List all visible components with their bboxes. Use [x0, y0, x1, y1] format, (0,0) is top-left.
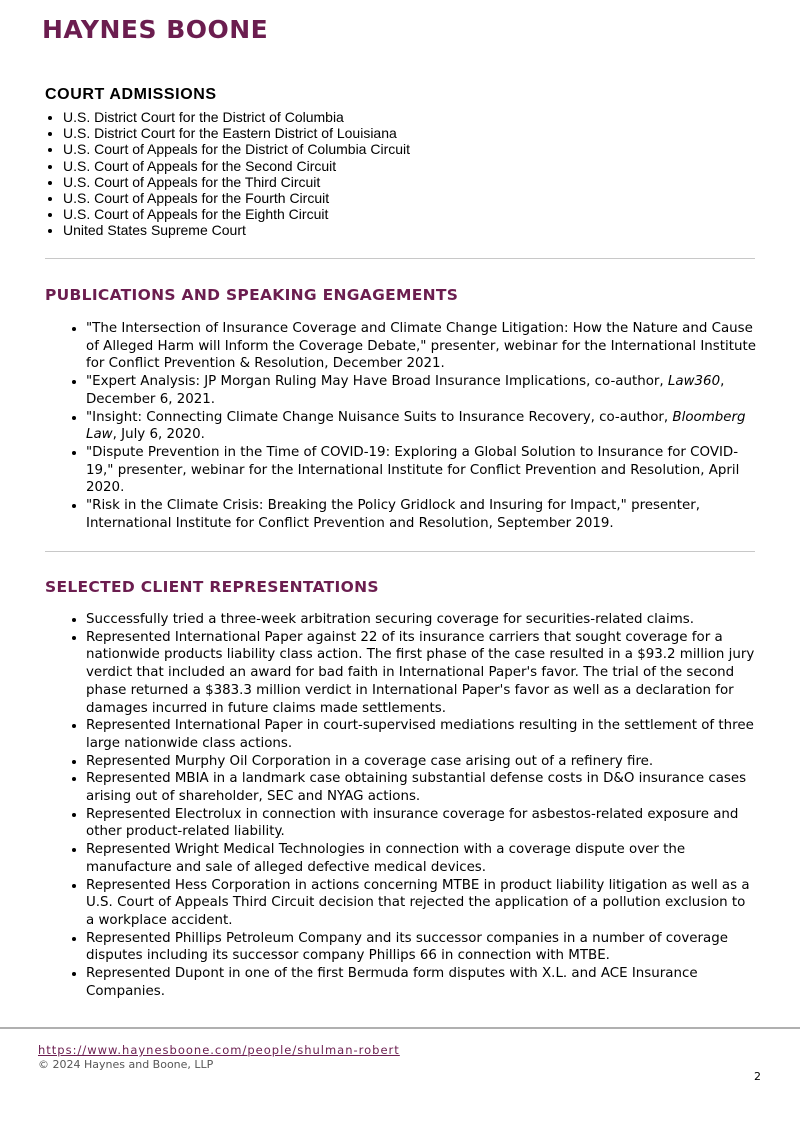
list-item: • Successfully tried a three-week arbitration securing coverage for securities-related claims. [86, 611, 757, 629]
list-item: • U.S. Court of Appeals for the District of Columbia Circuit [63, 141, 755, 157]
section-divider [45, 551, 755, 552]
list-item: • Represented Electrolux in connection with insurance coverage for asbestos-related exposure and other product-related liability. [86, 806, 757, 841]
representations-list [45, 611, 757, 1000]
representations-section [45, 577, 757, 1000]
publication-name: Law360 [667, 374, 721, 390]
court-admissions-list [45, 109, 755, 239]
list-item [86, 373, 757, 408]
list-item: • U.S. Court of Appeals for the Fourth Circuit [63, 190, 755, 206]
representations-heading: SELECTED CLIENT REPRESENTATIONS [45, 578, 379, 596]
footer-divider [0, 1027, 800, 1029]
list-item: • Represented Hess Corporation in actions concerning MTBE in product liability litigation as well as a U.S. Court of Appeals Third Circuit decision that rejected the application of a pollution exclusion to a workplace accident. [86, 877, 757, 930]
court-admissions-heading: COURT ADMISSIONS [45, 86, 217, 103]
list-item: • U.S. Court of Appeals for the Second Circuit [63, 158, 755, 174]
list-item [86, 409, 757, 444]
item-text: "Insight: Connecting Climate Change Nuisance Suits to Insurance Recovery, co-author, [86, 409, 673, 425]
list-item: • Represented International Paper against 22 of its insurance carriers that sought coverage for a nationwide products liability class action. The first phase of the case resulted in a $93.2 million jury verdict that included an award for bad faith in International Paper's favor. The trial of the second phase returned a $383.3 million verdict in International Paper's favor as well as a declaration for damages incurred in future claims made settlements. [86, 629, 757, 718]
list-item: • Represented Murphy Oil Corporation in a coverage case arising out of a refinery fire. [86, 753, 757, 771]
publications-list [45, 320, 757, 532]
list-item: • Represented Phillips Petroleum Company and its successor companies in a number of coverage disputes including its successor company Phillips 66 in connection with MTBE. [86, 930, 757, 965]
list-item: • United States Supreme Court [63, 222, 755, 238]
list-item: • Represented Wright Medical Technologies in connection with a coverage dispute over the manufacture and sale of alleged defective medical devices. [86, 841, 757, 876]
list-item: • Represented MBIA in a landmark case obtaining substantial defense costs in D&O insurance cases arising out of shareholder, SEC and NYAG actions. [86, 770, 757, 805]
list-item: • Represented International Paper in court-supervised mediations resulting in the settlement of three large nationwide class actions. [86, 717, 757, 752]
court-admissions-section [45, 85, 755, 239]
list-item: • Represented Dupont in one of the first Bermuda form disputes with X.L. and ACE Insurance Companies. [86, 965, 757, 1000]
item-text: , July 6, 2020. [112, 427, 205, 443]
list-item: • "The Intersection of Insurance Coverage and Climate Change Litigation: How the Nature and Cause of Alleged Harm will Inform the Coverage Debate," presenter, webinar for the International Institute for Conflict Prevention & Resolution, December 2021. [86, 320, 757, 373]
section-divider [45, 258, 755, 259]
list-item: • "Risk in the Climate Crisis: Breaking the Policy Gridlock and Insuring for Impact," presenter, International Institute for Conflict Prevention and Resolution, September 2019. [86, 497, 757, 532]
copyright-text: © 2024 Haynes and Boone, LLP [38, 1058, 214, 1071]
publication-name: Bloomberg Law [86, 409, 746, 443]
list-item: • "Dispute Prevention in the Time of COVID-19: Exploring a Global Solution to Insurance for COVID-19," presenter, webinar for the International Institute for Conflict Prevention and Resolution, April 2020. [86, 444, 757, 497]
publications-heading: PUBLICATIONS AND SPEAKING ENGAGEMENTS [45, 286, 459, 304]
firm-logo: HAYNES BOONE [42, 15, 269, 44]
list-item: • U.S. District Court for the District of Columbia [63, 109, 755, 125]
list-item: • U.S. Court of Appeals for the Eighth Circuit [63, 206, 755, 222]
list-item: • U.S. Court of Appeals for the Third Circuit [63, 174, 755, 190]
page-number: 2 [754, 1070, 761, 1083]
item-text: "Expert Analysis: JP Morgan Ruling May Have Broad Insurance Implications, co-author, [86, 374, 668, 390]
list-item: • U.S. District Court for the Eastern District of Louisiana [63, 125, 755, 141]
profile-url-link[interactable]: https://www.haynesboone.com/people/shulman-robert [38, 1043, 400, 1057]
publications-section [45, 285, 757, 532]
item-text: , December 6, 2021. [86, 374, 725, 407]
